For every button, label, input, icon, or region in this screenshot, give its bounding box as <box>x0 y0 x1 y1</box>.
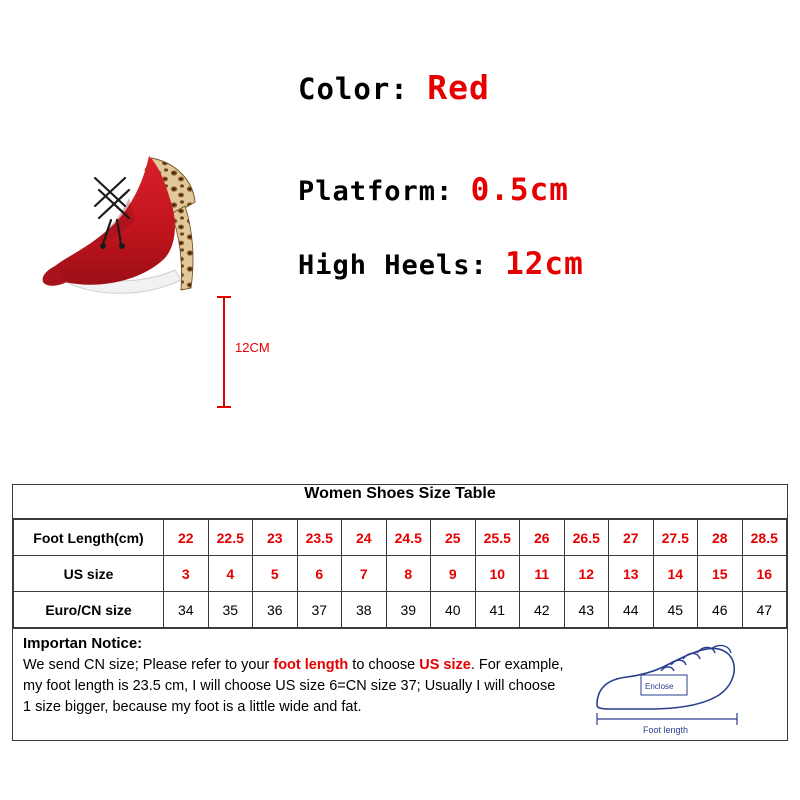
table-cell: 34 <box>164 592 209 628</box>
spec-color-value: Red <box>427 68 490 107</box>
shoe-image <box>25 120 275 310</box>
spec-platform <box>298 172 569 208</box>
table-cell: 26.5 <box>564 520 609 556</box>
table-cell: 12 <box>564 556 609 592</box>
table-cell: 27.5 <box>653 520 698 556</box>
table-cell: 39 <box>386 592 431 628</box>
measure-label: 12CM <box>235 340 270 355</box>
table-cell: 5 <box>253 556 298 592</box>
table-cell: 11 <box>520 556 565 592</box>
table-row <box>14 520 787 556</box>
table-cell: 9 <box>431 556 476 592</box>
table-row <box>14 592 787 628</box>
table-cell: 43 <box>564 592 609 628</box>
table-cell: 22 <box>164 520 209 556</box>
shoe-illustration <box>25 120 275 355</box>
table-row <box>14 556 787 592</box>
measure-cap-bottom <box>217 406 231 408</box>
svg-text:Foot length: Foot length <box>643 725 689 735</box>
table-cell: 38 <box>342 592 387 628</box>
spec-platform-value: 0.5cm <box>470 172 569 208</box>
table-cell: 25 <box>431 520 476 556</box>
size-table-area <box>12 484 788 741</box>
spec-heel-value: 12cm <box>505 246 584 282</box>
foot-measure-diagram <box>579 635 779 735</box>
spec-color-label: Color: <box>298 72 409 106</box>
notice-body <box>23 655 623 718</box>
table-cell: 28.5 <box>742 520 787 556</box>
svg-text:Enclose: Enclose <box>645 682 674 691</box>
notice-section <box>13 628 787 740</box>
table-cell: 45 <box>653 592 698 628</box>
table-cell: 24.5 <box>386 520 431 556</box>
table-cell: 47 <box>742 592 787 628</box>
notice-line-1 <box>23 655 623 676</box>
table-cell: 35 <box>208 592 253 628</box>
measure-line <box>223 296 225 408</box>
spec-heel <box>298 246 584 282</box>
notice-line1-b: to choose <box>348 657 420 673</box>
table-cell: 13 <box>609 556 654 592</box>
table-cell: 24 <box>342 520 387 556</box>
table-cell: 15 <box>698 556 743 592</box>
spec-heel-label: High Heels: <box>298 250 488 281</box>
table-cell: 14 <box>653 556 698 592</box>
table-cell: 8 <box>386 556 431 592</box>
table-cell: 22.5 <box>208 520 253 556</box>
table-cell: 40 <box>431 592 476 628</box>
table-cell: 46 <box>698 592 743 628</box>
table-cell: 41 <box>475 592 520 628</box>
row-header: Euro/CN size <box>14 592 164 628</box>
table-cell: 37 <box>297 592 342 628</box>
notice-line1-a: We send CN size; Please refer to your <box>23 657 274 673</box>
table-cell: 10 <box>475 556 520 592</box>
table-cell: 42 <box>520 592 565 628</box>
table-cell: 3 <box>164 556 209 592</box>
notice-title: Importan Notice: <box>23 635 143 652</box>
table-cell: 16 <box>742 556 787 592</box>
table-cell: 7 <box>342 556 387 592</box>
table-cell: 6 <box>297 556 342 592</box>
notice-hl-foot-length: foot length <box>273 657 349 673</box>
notice-line-3: 1 size bigger, because my foot is a little wide and fat. <box>23 699 362 716</box>
row-header: US size <box>14 556 164 592</box>
spec-platform-label: Platform: <box>298 176 454 207</box>
size-table <box>13 519 787 628</box>
notice-line-2: my foot length is 23.5 cm, I will choose US size 6=CN size 37; Usually I will choose <box>23 678 556 695</box>
heel-height-measure <box>217 292 277 412</box>
spec-color <box>298 68 490 107</box>
table-cell: 28 <box>698 520 743 556</box>
table-cell: 27 <box>609 520 654 556</box>
table-cell: 23 <box>253 520 298 556</box>
notice-line1-c: . For example, <box>470 657 564 673</box>
table-cell: 36 <box>253 592 298 628</box>
table-cell: 44 <box>609 592 654 628</box>
size-table-title: Women Shoes Size Table <box>13 485 787 519</box>
table-cell: 25.5 <box>475 520 520 556</box>
table-cell: 23.5 <box>297 520 342 556</box>
notice-hl-us-size: US size <box>419 657 471 673</box>
foot-diagram-svg <box>579 635 779 735</box>
table-cell: 26 <box>520 520 565 556</box>
table-cell: 4 <box>208 556 253 592</box>
row-header: Foot Length(cm) <box>14 520 164 556</box>
